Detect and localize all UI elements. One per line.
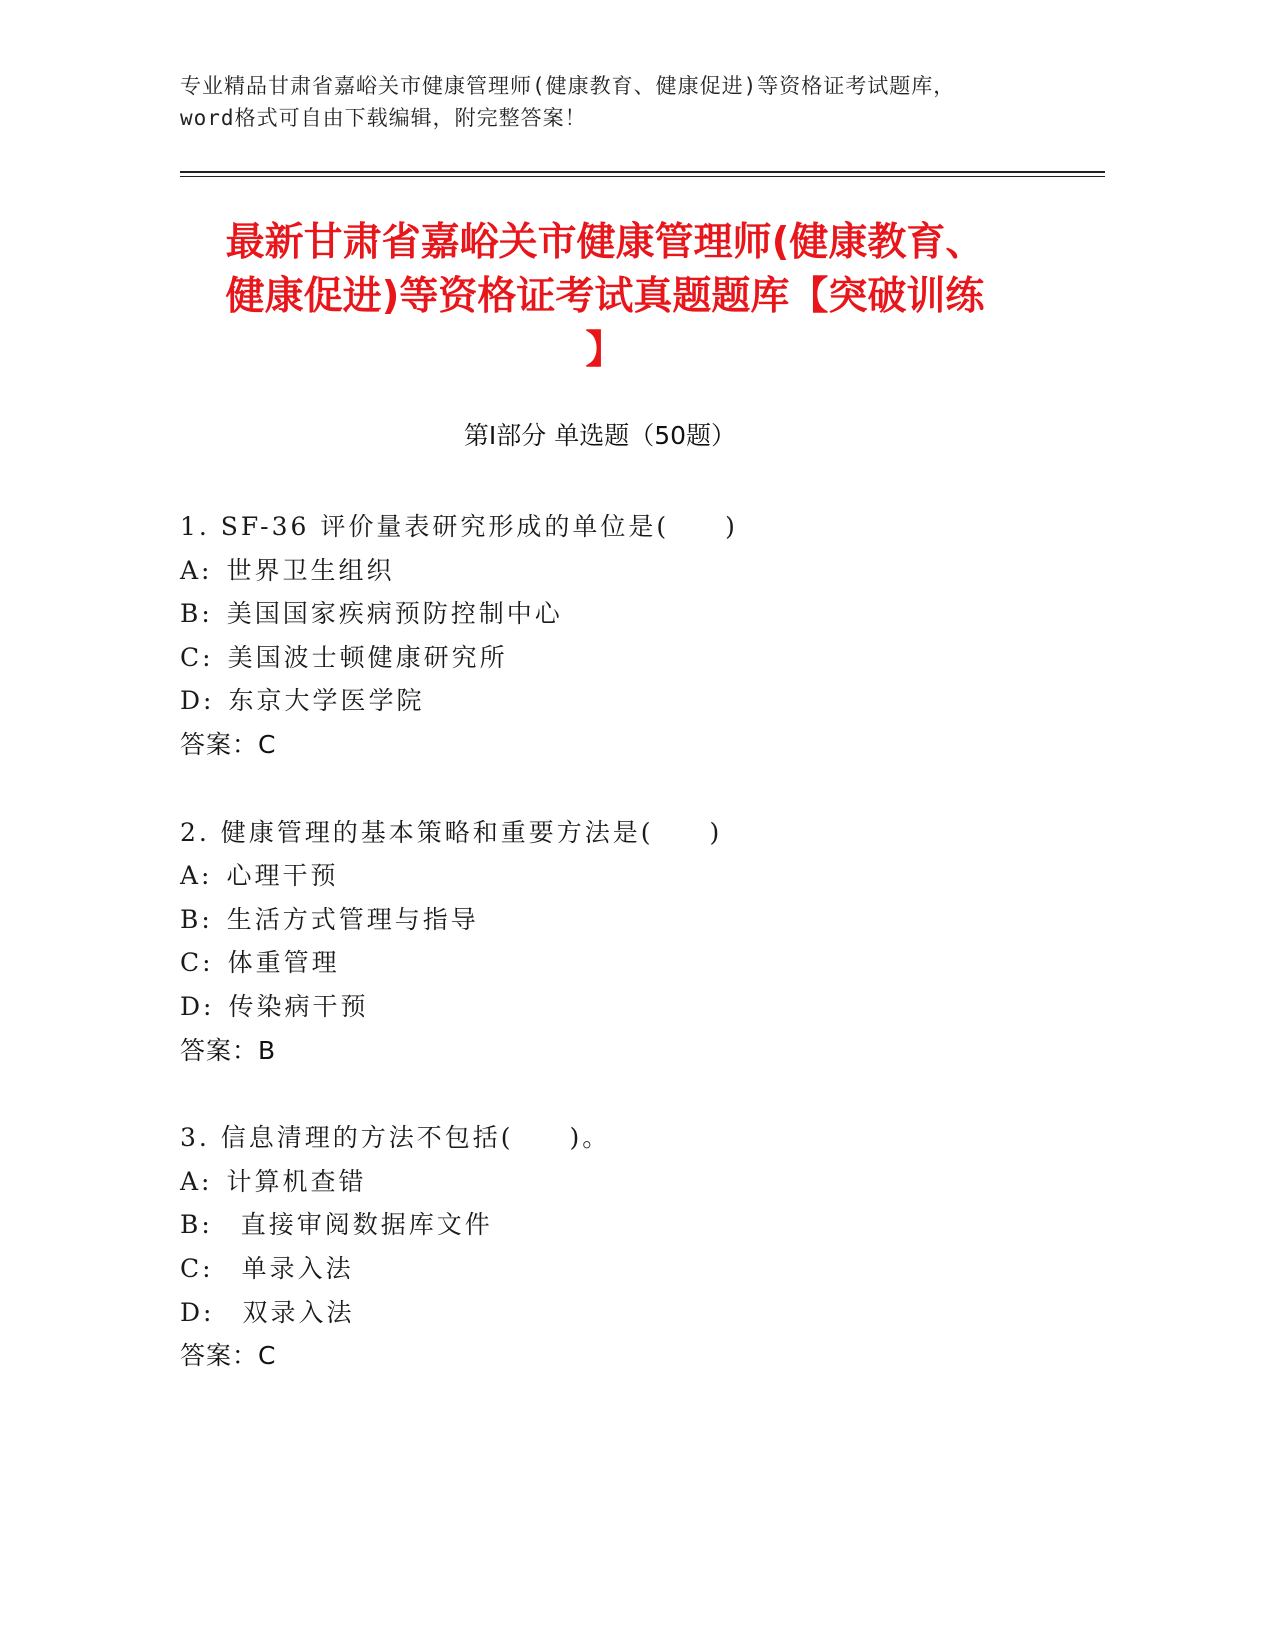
question-2 bbox=[180, 811, 1080, 1073]
option-d bbox=[180, 679, 1080, 723]
option-b bbox=[180, 898, 1080, 942]
option-key: A: bbox=[180, 1166, 213, 1196]
option-d bbox=[180, 1291, 1080, 1335]
option-text: 计算机查错 bbox=[226, 1166, 367, 1196]
header-note-line-2: word格式可自由下载编辑，附完整答案！ bbox=[180, 106, 587, 130]
question-3 bbox=[180, 1116, 1080, 1378]
option-a bbox=[180, 854, 1080, 898]
option-c bbox=[180, 941, 1080, 985]
option-key: C: bbox=[180, 1253, 214, 1283]
option-text: 双录入法 bbox=[242, 1297, 355, 1327]
question-stem: 3. 信息清理的方法不包括( )。 bbox=[180, 1123, 611, 1153]
document-title-line-1: 最新甘肃省嘉峪关市健康管理师(健康教育、 bbox=[225, 220, 985, 265]
option-key: D: bbox=[180, 1297, 215, 1327]
option-text: 生活方式管理与指导 bbox=[226, 904, 479, 934]
option-key: B: bbox=[180, 904, 213, 934]
option-b bbox=[180, 1203, 1080, 1247]
question-stem: 1. SF-36 评价量表研究形成的单位是( ) bbox=[180, 512, 738, 541]
option-key: D: bbox=[180, 686, 215, 716]
option-d bbox=[180, 985, 1080, 1029]
option-text: 美国国家疾病预防控制中心 bbox=[226, 599, 563, 629]
question-1 bbox=[180, 505, 1080, 767]
question-list bbox=[180, 505, 1080, 1422]
header-note-line-1: 专业精品甘肃省嘉峪关市健康管理师(健康教育、健康促进)等资格证考试题库， bbox=[180, 74, 956, 98]
header-divider-thin bbox=[180, 176, 1105, 177]
option-text: 美国波士顿健康研究所 bbox=[227, 642, 508, 672]
document-title-line-3: 】 bbox=[585, 328, 625, 373]
answer-label: 答案：C bbox=[180, 1341, 277, 1371]
option-key: D: bbox=[180, 991, 215, 1021]
option-b bbox=[180, 592, 1080, 636]
option-key: C: bbox=[180, 948, 214, 978]
option-text: 单录入法 bbox=[241, 1253, 354, 1283]
section-heading: 第Ⅰ部分 单选题（50题） bbox=[463, 421, 737, 450]
option-key: A: bbox=[180, 861, 213, 891]
document-title-line-2: 健康促进)等资格证考试真题题库【突破训练 bbox=[225, 274, 985, 319]
option-text: 传染病干预 bbox=[228, 991, 369, 1021]
option-text: 体重管理 bbox=[227, 948, 340, 978]
option-text: 世界卫生组织 bbox=[226, 555, 395, 585]
option-a bbox=[180, 1160, 1080, 1204]
question-stem: 2. 健康管理的基本策略和重要方法是( ) bbox=[180, 817, 723, 847]
option-key: B: bbox=[180, 599, 213, 629]
option-key: C: bbox=[180, 642, 214, 672]
answer-label: 答案：B bbox=[180, 1035, 277, 1065]
option-text: 心理干预 bbox=[226, 861, 339, 891]
option-text: 东京大学医学院 bbox=[228, 686, 425, 716]
option-a bbox=[180, 549, 1080, 593]
option-text: 直接审阅数据库文件 bbox=[240, 1210, 493, 1240]
header-note bbox=[180, 70, 1120, 134]
option-key: B: bbox=[180, 1210, 213, 1240]
option-key: A: bbox=[180, 555, 213, 585]
header-divider-thick bbox=[180, 171, 1105, 173]
option-c bbox=[180, 1247, 1080, 1291]
answer-label: 答案：C bbox=[180, 729, 277, 759]
option-c bbox=[180, 636, 1080, 680]
document-title bbox=[170, 216, 1040, 378]
